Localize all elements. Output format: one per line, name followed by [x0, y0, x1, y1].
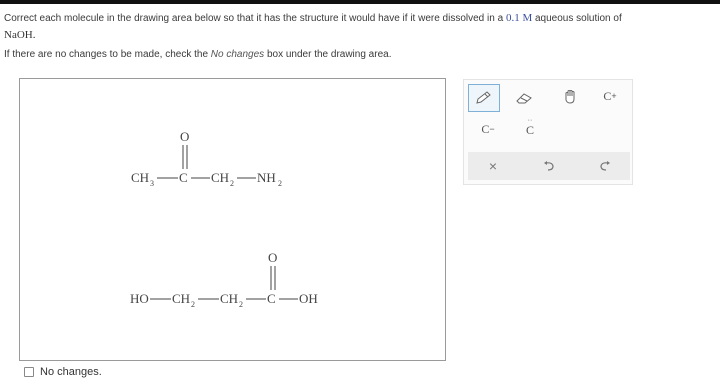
question-text: Correct each molecule in the drawing area below so that it has the structure it would have if it were dissolved in a 0.1 M aqueous solution of NaOH. [4, 12, 622, 41]
no-changes-option[interactable] [24, 366, 102, 378]
clear-button[interactable] [482, 155, 504, 177]
redo-icon [598, 159, 612, 173]
top-border [0, 0, 720, 4]
pencil-tool[interactable] [468, 84, 500, 112]
toolbox [463, 79, 633, 185]
molecule2-ch2-b-sub: 2 [239, 300, 243, 309]
molecule2-carbonyl-c: C [267, 291, 276, 306]
anion-label: C [481, 121, 490, 136]
instruction-text: If there are no changes to be made, check the No changes box under the drawing area. [4, 49, 392, 60]
molecule2-oh: OH [299, 291, 318, 306]
molecule1-ch3-sub: 3 [150, 179, 154, 188]
molecule1-ch3: CH [131, 170, 150, 185]
undo-button[interactable] [538, 155, 560, 177]
molecule1-ch2-sub: 2 [230, 179, 234, 188]
lone-pair-dots: ·· [527, 117, 533, 124]
add-cation-tool[interactable] [596, 84, 624, 108]
add-anion-tool[interactable] [476, 118, 500, 140]
molecule1-ch2: CH [211, 170, 230, 185]
hand-tool[interactable] [559, 86, 583, 108]
molecule1-nh2: NH [257, 170, 276, 185]
molecule1-nh2-sub: 2 [278, 179, 282, 188]
no-changes-checkbox[interactable] [24, 367, 34, 377]
undo-icon [542, 159, 556, 173]
anion-sup: − [489, 124, 495, 134]
molecule2-ch2-a-sub: 2 [191, 300, 195, 309]
eraser-icon [514, 91, 534, 105]
no-changes-label: No changes. [40, 366, 102, 378]
add-lone-pair-tool[interactable] [518, 116, 542, 140]
eraser-tool[interactable] [512, 88, 536, 108]
close-icon: × [488, 158, 498, 174]
molecule2-ho: HO [130, 291, 149, 306]
molecule1-oxygen: O [180, 129, 190, 144]
pencil-icon [474, 90, 494, 106]
cation-sup: + [611, 91, 617, 101]
hand-icon [562, 88, 580, 106]
action-bar [468, 152, 630, 180]
molecule2-oxygen: O [268, 250, 278, 265]
drawing-area[interactable] [19, 78, 446, 361]
molecule-2[interactable] [130, 250, 318, 309]
molecule1-carbonyl-c: C [179, 170, 188, 185]
molecule-1[interactable] [131, 129, 282, 188]
molecule2-ch2-a: CH [172, 291, 191, 306]
molecule2-ch2-b: CH [220, 291, 239, 306]
redo-button[interactable] [594, 155, 616, 177]
lone-pair-label: C [525, 123, 534, 137]
cation-label: C [603, 88, 612, 103]
